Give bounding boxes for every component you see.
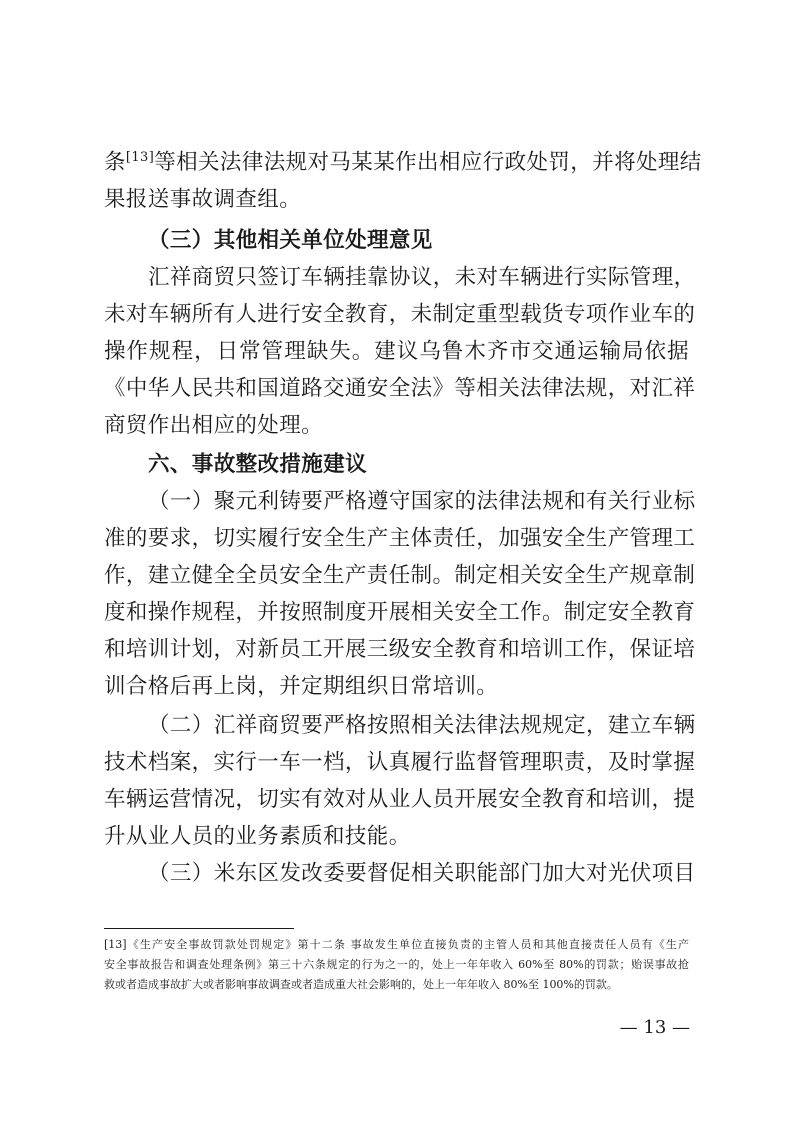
body-text-line: 条[13]等相关法律法规对马某某作出相应行政处罚，并将处理结 [104, 150, 702, 175]
section-heading: 六、事故整改措施建议 [148, 452, 368, 477]
body-text-line: 和培训计划，对新员工开展三级安全教育和培训工作，保证培 [104, 637, 696, 662]
page-number: — 13 — [619, 1017, 690, 1038]
footnote-line: [13]《生产安全事故罚款处罚规定》第十二条 事故发生单位直接负责的主管人员和其他直接责任人员有《生产 [104, 938, 689, 951]
body-text-line: 车辆运营情况，切实有效对从业人员开展安全教育和培训，提 [104, 787, 696, 812]
body-text-line: 操作规程，日常管理缺失。建议乌鲁木齐市交通运输局依据 [104, 339, 689, 364]
body-text-line: （三）米东区发改委要督促相关职能部门加大对光伏项目 [148, 861, 696, 886]
body-text-line: 准的要求，切实履行安全生产主体责任，加强安全生产管理工 [104, 526, 696, 551]
body-text-line: 升从业人员的业务素质和技能。 [104, 824, 411, 849]
body-text-line: 汇祥商贸只签订车辆挂靠协议，未对车辆进行实际管理， [148, 265, 696, 290]
body-text-line: 商贸作出相应的处理。 [104, 413, 324, 438]
footnote-line: 安全事故报告和调查处理条例》第三十六条规定的行为之一的，处上一年年收入 60%至 80%的罚款；贻误事故抢 [104, 958, 689, 971]
body-text-line: 作，建立健全全员安全生产责任制。制定相关安全生产规章制 [104, 563, 696, 588]
footnote-reference[interactable]: [13] [125, 150, 155, 165]
body-text-line: 未对车辆所有人进行安全教育，未制定重型载货专项作业车的 [104, 302, 696, 327]
body-text-line: （一）聚元利铸要严格遵守国家的法律法规和有关行业标 [148, 489, 696, 514]
body-text-line: （二）汇祥商贸要严格按照相关法律法规规定，建立车辆 [148, 713, 696, 738]
subsection-heading: （三）其他相关单位处理意见 [148, 228, 433, 253]
body-text-line: 技术档案，实行一车一档，认真履行监督管理职责，及时掌握 [104, 750, 696, 775]
footnote-divider [104, 928, 294, 929]
body-text-line: 果报送事故调查组。 [104, 187, 302, 212]
body-text-line: 训合格后再上岗，并定期组织日常培训。 [104, 674, 499, 699]
body-text-line: 度和操作规程，并按照制度开展相关安全工作。制定安全教育 [104, 600, 696, 625]
footnote-line: 救或者造成事故扩大或者影响事故调查或者造成重大社会影响的，处上一年年收入 80%至 100%的罚款。 [104, 978, 618, 991]
body-text-line: 《中华人民共和国道路交通安全法》等相关法律法规，对汇祥 [104, 376, 696, 401]
